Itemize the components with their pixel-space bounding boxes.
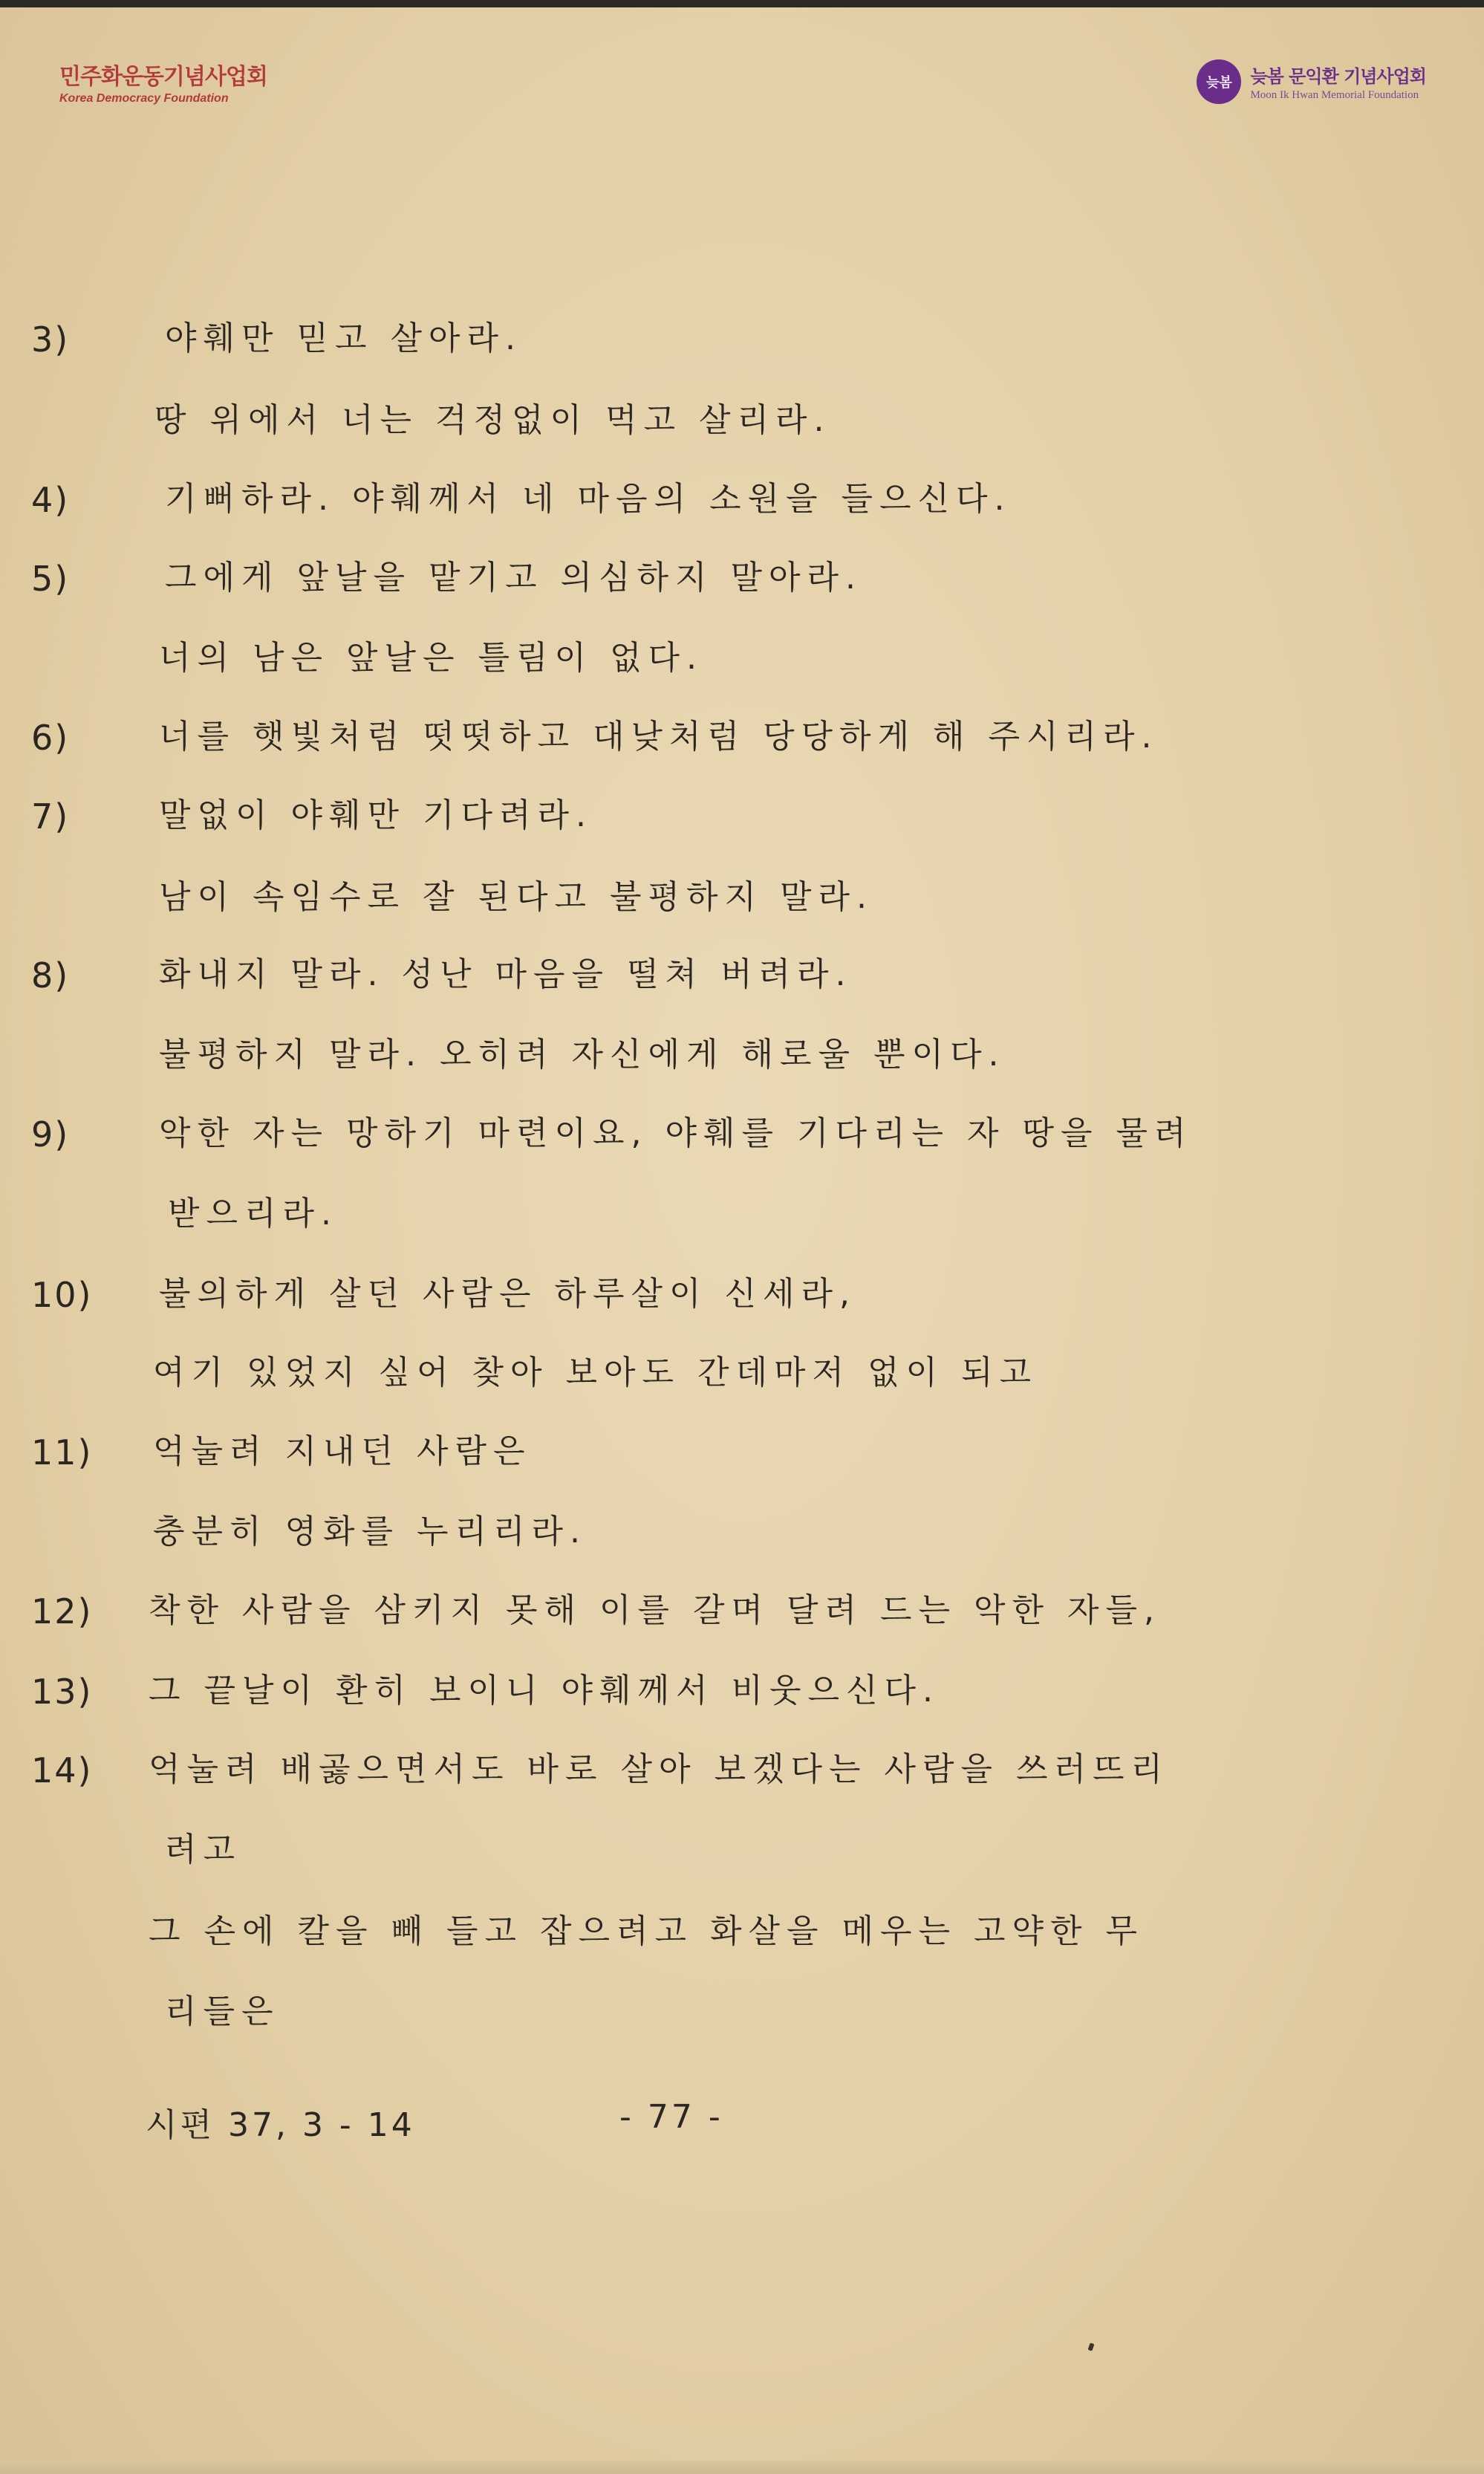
verse-line: 너의 남은 앞날은 틀림이 없다. [159,639,703,677]
left-logo-english: Korea Democracy Foundation [59,92,229,105]
verse-number: 6) [31,718,70,758]
verse-line: 땅 위에서 너는 걱정없이 먹고 살리라. [154,401,831,439]
right-logo-korean: 늦봄 문익환 기념사업회 [1250,66,1426,87]
verse-line: 말없이 야훼만 기다려라. [159,796,593,834]
verse-number: 7) [31,796,70,837]
verse-line: 그 손에 칼을 빼 들고 잡으려고 화살을 메우는 고약한 무 [149,1912,1144,1950]
verse-line: 불평하지 말라. 오히려 자신에게 해로울 뿐이다. [159,1036,1006,1074]
verse-line: 착한 사람을 삼키지 못해 이를 갈며 달려 드는 악한 자들, [149,1591,1161,1629]
verse-line: 억눌려 지내던 사람은 [153,1432,532,1470]
verse-line: 받으리라. [168,1195,339,1233]
verse-line: 남이 속임수로 잘 된다고 불평하지 말라. [159,878,873,916]
left-logo-korean: 민주화운동기념사업회 [59,64,267,90]
verse-line: 그 끝날이 환히 보이니 야훼께서 비웃으신다. [149,1672,940,1710]
verse-line: 그에게 앞날을 맡기고 의심하지 말아라. [165,559,862,597]
scan-bottom-edge [0,2461,1484,2474]
verse-line: 불의하게 살던 사람은 하루살이 신세라, [159,1275,856,1313]
verse-line: 화내지 말라. 성난 마음을 떨쳐 버려라. [159,955,853,993]
verse-number: 11) [31,1432,93,1473]
verse-line: 충분히 영화를 누리리라. [153,1513,587,1551]
verse-number: 14) [31,1750,93,1790]
scripture-reference: 시편 37, 3 - 14 [146,2106,415,2144]
page-number: - 77 - [619,2098,723,2136]
verse-line: 억눌려 배곯으면서도 바로 살아 보겠다는 사람을 쓰러뜨리 [149,1750,1170,1788]
verse-number: 13) [31,1672,93,1712]
verse-line: 너를 햇빛처럼 떳떳하고 대낮처럼 당당하게 해 주시리라. [159,718,1159,756]
verse-line: 여기 있었지 싶어 찾아 보아도 간데마저 없이 되고 [153,1354,1038,1392]
verse-number: 9) [31,1114,70,1155]
verse-line: 악한 자는 망하기 마련이요, 야훼를 기다리는 자 땅을 물려 [159,1114,1193,1152]
verse-line: 려고 [165,1831,242,1869]
verse-line: 리들은 [165,1993,280,2030]
verse-line: 야훼만 믿고 살아라. [165,319,522,357]
verse-number: 5) [31,559,70,599]
verse-number: 4) [31,480,70,520]
verse-number: 10) [31,1275,93,1315]
verse-number: 8) [31,955,70,996]
verse-line: 기뻐하라. 야훼께서 네 마음의 소원을 들으신다. [165,480,1012,518]
foundation-seal-icon: 늦봄 [1197,59,1241,104]
right-logo-english: Moon Ik Hwan Memorial Foundation [1250,89,1419,101]
verse-number: 12) [31,1591,93,1632]
verse-number: 3) [31,319,70,360]
